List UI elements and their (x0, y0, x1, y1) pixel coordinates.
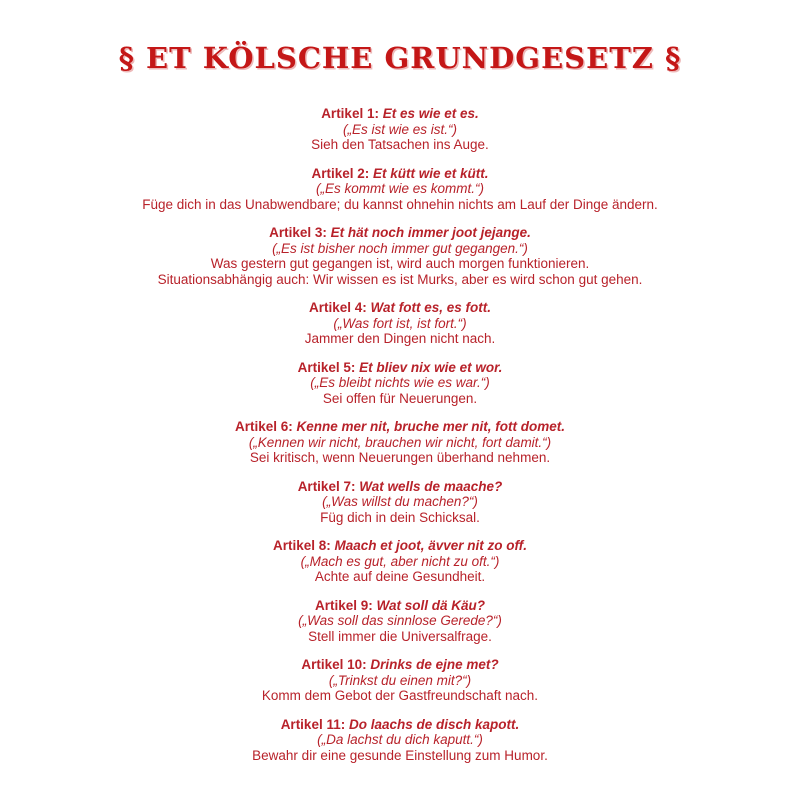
article-label: Artikel 11: (280, 716, 346, 732)
article-explanations (0, 137, 800, 153)
article-phrase: Et kütt wie et kütt. (373, 165, 489, 181)
article-headline (0, 166, 800, 182)
article-block (0, 717, 800, 764)
article-block (0, 360, 800, 407)
article-label: Artikel 5: (297, 359, 356, 375)
article-phrase: Drinks de ejne met? (370, 657, 499, 672)
article-label: Artikel 9: (314, 597, 373, 613)
article-translation: („Da lachst du dich kaputt.“) (317, 732, 483, 747)
article-translation: („Es ist bisher noch immer gut gegangen.“) (272, 240, 528, 256)
article-explanation: Füg dich in dein Schicksal. (320, 509, 480, 525)
article-translation: („Kennen wir nicht, brauchen wir nicht, fort damit.“) (248, 434, 552, 450)
article-phrase: Wat fott es, es fott. (370, 300, 492, 315)
article-headline (0, 300, 800, 316)
article-explanations (0, 197, 800, 213)
article-translation: („Es bleibt nichts wie es war.“) (310, 375, 490, 390)
article-phrase: Wat soll dä Käu? (376, 597, 486, 613)
article-block (0, 225, 800, 287)
article-explanation: Was gestern gut gegangen ist, wird auch morgen funktionieren. (210, 256, 590, 271)
article-explanations (0, 748, 800, 764)
article-explanations (0, 510, 800, 526)
article-block (0, 657, 800, 704)
articles-list (0, 106, 800, 763)
article-phrase: Wat wells de maache? (359, 478, 503, 494)
article-headline (0, 538, 800, 554)
article-phrase: Do laachs de disch kapott. (349, 716, 520, 732)
article-label: Artikel 7: (297, 478, 356, 494)
article-phrase: Kenne mer nit, bruche mer nit, fott domet. (296, 419, 566, 434)
article-headline (0, 717, 800, 733)
article-headline (0, 657, 800, 673)
article-block (0, 166, 800, 213)
article-translation: („Was fort ist, ist fort.“) (333, 315, 467, 331)
article-label: Artikel 8: (272, 538, 331, 553)
article-label: Artikel 10: (301, 657, 367, 672)
article-block (0, 106, 800, 153)
article-translation: („Was willst du machen?“) (322, 494, 478, 509)
article-block (0, 419, 800, 466)
article-explanation: Sieh den Tatsachen ins Auge. (311, 137, 489, 152)
article-block (0, 479, 800, 526)
article-headline (0, 598, 800, 614)
article-label: Artikel 4: (308, 300, 367, 315)
article-block (0, 300, 800, 347)
article-explanations (0, 450, 800, 466)
article-label: Artikel 3: (269, 225, 327, 240)
article-label: Artikel 1: (321, 106, 379, 121)
article-label: Artikel 6: (234, 419, 293, 434)
article-explanation: Bewahr dir eine gesunde Einstellung zum Humor. (252, 747, 548, 763)
article-translation: („Mach es gut, aber nicht zu oft.“) (300, 553, 500, 569)
article-phrase: Et es wie et es. (382, 106, 479, 121)
article-explanations (0, 688, 800, 704)
article-explanation: Jammer den Dingen nicht nach. (304, 331, 496, 346)
page-title: § ET KÖLSCHE GRUNDGESETZ § (118, 41, 682, 75)
article-phrase: Et hät noch immer joot jejange. (330, 225, 531, 240)
article-explanation: Achte auf deine Gesundheit. (314, 569, 486, 584)
article-explanation: Füge dich in das Unabwendbare; du kannst ohnehin nichts am Lauf der Dinge ändern. (142, 196, 658, 212)
article-phrase: Et bliev nix wie et wor. (359, 359, 503, 375)
article-explanations (0, 391, 800, 407)
article-explanation: Sei kritisch, wenn Neuerungen überhand nehmen. (249, 450, 551, 465)
article-explanation: Sei offen für Neuerungen. (322, 390, 478, 406)
article-explanation: Komm dem Gebot der Gastfreundschaft nach. (261, 688, 539, 703)
article-headline (0, 419, 800, 435)
article-headline (0, 106, 800, 122)
article-translation: („Trinkst du einen mit?“) (328, 672, 472, 688)
article-explanations (0, 331, 800, 347)
article-block (0, 598, 800, 645)
article-explanations (0, 629, 800, 645)
article-phrase: Maach et joot, ävver nit zo off. (334, 538, 528, 553)
article-headline (0, 479, 800, 495)
article-headline (0, 225, 800, 241)
article-label: Artikel 2: (311, 165, 370, 181)
article-explanations (0, 569, 800, 585)
article-translation: („Was soll das sinnlose Gerede?“) (298, 613, 502, 628)
article-explanations (0, 256, 800, 287)
article-explanation: Situationsabhängig auch: Wir wissen es ist Murks, aber es wird schon gut gehen. (157, 271, 643, 287)
article-translation: („Es ist wie es ist.“) (342, 121, 457, 137)
article-translation: („Es kommt wie es kommt.“) (315, 181, 484, 196)
article-explanation: Stell immer die Universalfrage. (308, 628, 492, 644)
article-headline (0, 360, 800, 376)
article-block (0, 538, 800, 585)
